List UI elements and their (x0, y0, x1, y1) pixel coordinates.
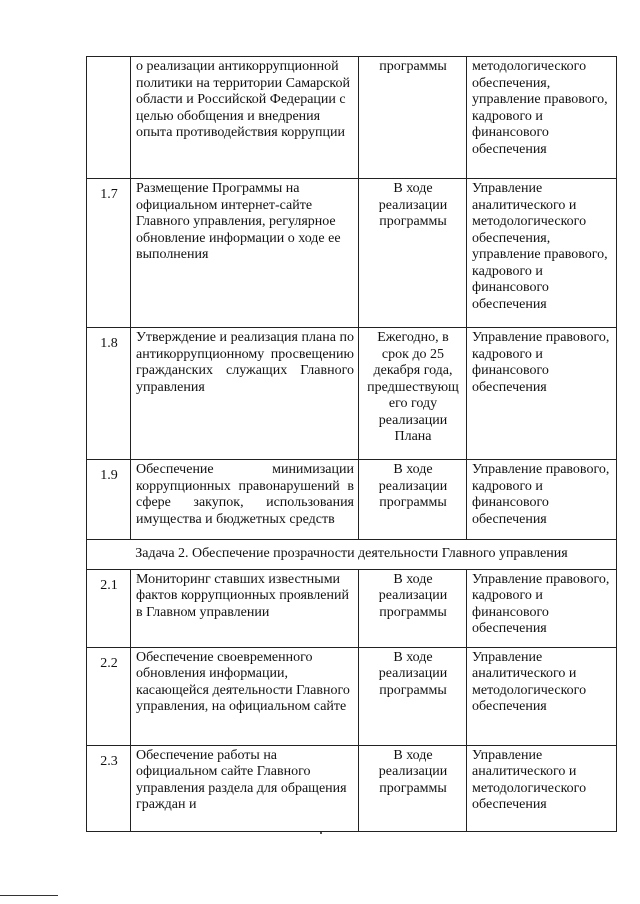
row-number: 1.8 (87, 328, 131, 460)
table-row (87, 57, 617, 179)
scan-speck (320, 832, 322, 834)
measure-text: Обеспечение своевременного обновления информации, касающейся деятельности Главного управления, на официальном сайте (131, 647, 359, 745)
table-row (87, 569, 617, 647)
footnote-rule (0, 895, 58, 896)
row-number: 1.9 (87, 460, 131, 540)
measure-text: Мониторинг ставших известными фактов коррупционных проявлений в Главном управлении (131, 569, 359, 647)
measure-text: Обеспечение минимизации коррупционных правонарушений в сфере закупок, использования имущества и бюджетных средств (131, 460, 359, 540)
task-heading-row (87, 540, 617, 570)
measure-term: В ходе реализации программы (359, 460, 467, 540)
measure-responsible: методологического обеспечения, управление правового, кадрового и финансового обеспечения (467, 57, 617, 179)
row-number (87, 57, 131, 179)
row-number: 2.1 (87, 569, 131, 647)
measure-term: программы (359, 57, 467, 179)
table-row (87, 647, 617, 745)
measure-text: Утверждение и реализация плана по антикоррупционному просвещению гражданских служащих Главного управления (131, 328, 359, 460)
table-row (87, 179, 617, 328)
row-number: 2.2 (87, 647, 131, 745)
measure-responsible: Управление аналитического и методологического обеспечения, управление правового, кадрового и финансового обеспечения (467, 179, 617, 328)
measure-text: Размещение Программы на официальном интернет-сайте Главного управления, регулярное обновление информации о ходе ее выполнения (131, 179, 359, 328)
table-row (87, 745, 617, 831)
measure-responsible: Управление правового, кадрового и финансового обеспечения (467, 328, 617, 460)
measure-responsible: Управление аналитического и методологического обеспечения (467, 647, 617, 745)
measure-responsible: Управление правового, кадрового и финансового обеспечения (467, 460, 617, 540)
measure-term: В ходе реализации программы (359, 179, 467, 328)
measure-responsible: Управление правового, кадрового и финансового обеспечения (467, 569, 617, 647)
row-number: 1.7 (87, 179, 131, 328)
table-row (87, 328, 617, 460)
measure-responsible: Управление аналитического и методологического обеспечения (467, 745, 617, 831)
measures-table (86, 56, 617, 832)
task-heading: Задача 2. Обеспечение прозрачности деятельности Главного управления (87, 540, 617, 570)
measure-term: В ходе реализации программы (359, 569, 467, 647)
measure-term: В ходе реализации программы (359, 647, 467, 745)
measure-term: Ежегодно, в срок до 25 декабря года, предшествующ его году реализации Плана (359, 328, 467, 460)
table-row (87, 460, 617, 540)
measure-term: В ходе реализации программы (359, 745, 467, 831)
measure-text: о реализации антикоррупционной политики на территории Самарской области и Российской Федерации с целью обобщения и внедрения опыта противодействия коррупции (131, 57, 359, 179)
row-number: 2.3 (87, 745, 131, 831)
measure-text: Обеспечение работы на официальном сайте Главного управления раздела для обращения граждан и (131, 745, 359, 831)
